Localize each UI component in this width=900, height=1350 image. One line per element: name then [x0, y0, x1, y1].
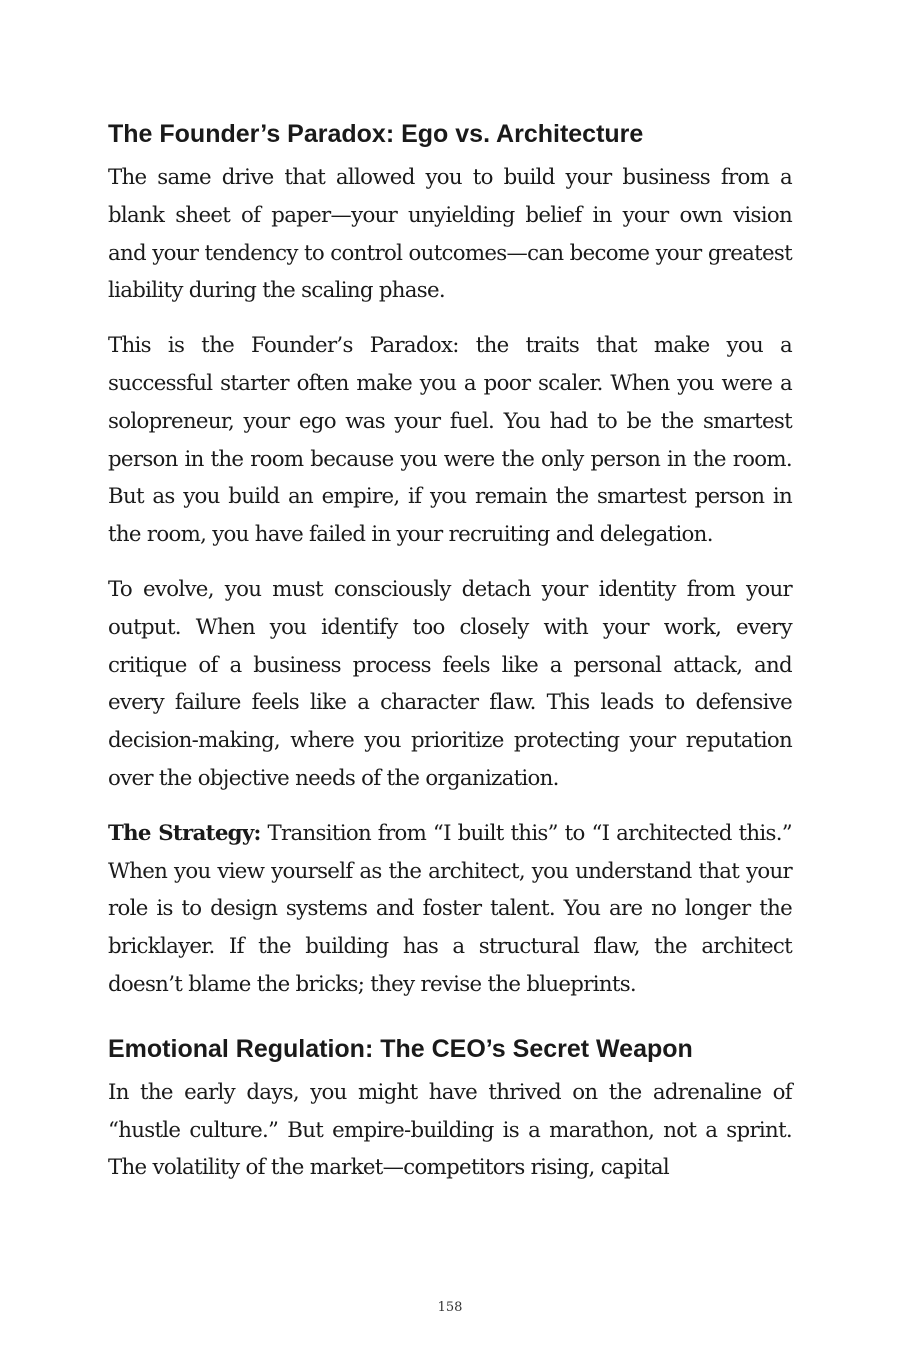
- page-body: [108, 117, 792, 1204]
- body-paragraph: To evolve, you must consciously detach your identity from your output. When you identify too closely with your work, every critique of a business process feels like a personal attack, and every failure feels like a character flaw. This leads to defensive decision-making, where you prioritize protecting your reputation over the objective needs of the organization.: [108, 576, 792, 791]
- section-heading-founders-paradox: The Founder’s Paradox: Ego vs. Architecture: [108, 120, 644, 148]
- body-paragraph: The same drive that allowed you to build your business from a blank sheet of paper—your unyielding belief in your own vision and your tendency to control outcomes—can become your greatest liability during the scaling phase.: [108, 165, 792, 304]
- strategy-label: The Strategy:: [108, 820, 261, 846]
- strategy-paragraph: [108, 815, 792, 1004]
- body-paragraph: This is the Founder’s Paradox: the traits that make you a successful starter often make you a poor scaler. When you were a solopreneur, your ego was your fuel. You had to be the smartest person in the room because you were the only person in the room. But as you build an empire, if you remain the smartest person in the room, you have failed in your recruiting and delegation.: [108, 333, 792, 548]
- body-paragraph: In the early days, you might have thrived on the adrenaline of “hustle culture.” But empire-building is a marathon, not a sprint. The volatility of the market—competitors rising, capital: [108, 1079, 792, 1181]
- section-heading-emotional-regulation: Emotional Regulation: The CEO’s Secret Weapon: [108, 1034, 693, 1063]
- strategy-text: Transition from “I built this” to “I architected this.” When you view yourself as the architect, you understand that your role is to design systems and foster talent. You are no longer the bricklayer. If the building has a structural flaw, the architect doesn’t blame the bricks; they revise the blueprints.: [108, 820, 792, 997]
- page-number: 158: [437, 1300, 463, 1315]
